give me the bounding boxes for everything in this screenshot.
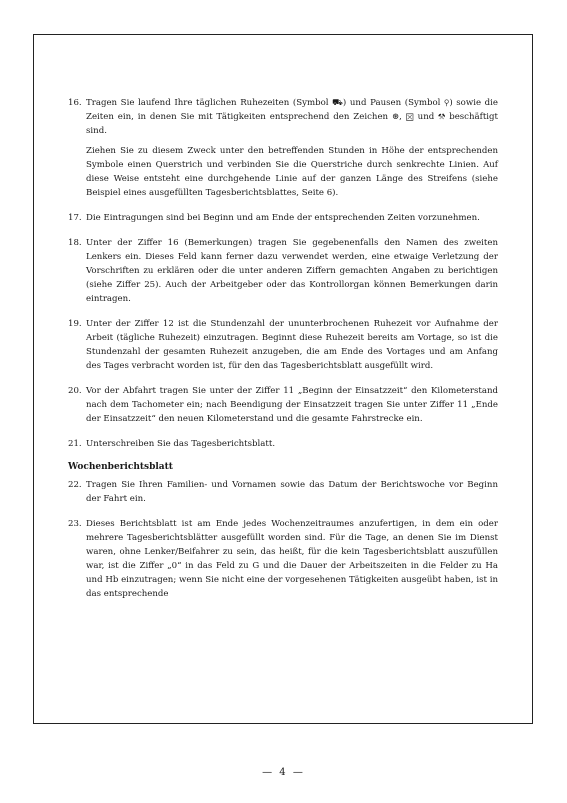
- list-item-23: [68, 517, 498, 601]
- item-text: Tragen Sie Ihren Familien- und Vornamen sowie das Datum der Berichtswoche vor Beginn der Fahrt ein.: [86, 480, 498, 504]
- item-text: Unterschreiben Sie das Tagesberichtsblatt.: [86, 439, 276, 449]
- item-number: 23.: [68, 519, 82, 529]
- item-number: 16.: [68, 98, 82, 108]
- item-text: Unter der Ziffer 12 ist die Stundenzahl der ununterbrochenen Ruhezeit vor Aufnahme der Arbeit (tägliche Ruhezeit) einzutragen. Beginnt diese Ruhezeit bereits am Vortage, so ist die Stundenzahl der gesamten Ruhezeit anzugeben, die am Ende des Vortages und am Anfang des Tages verbracht worden ist, für den das Tagesberichtsblatt ausgefüllt wird.: [86, 319, 498, 371]
- item-text: Vor der Abfahrt tragen Sie unter der Ziffer 11 „Beginn der Einsatzzeit“ den Kilometerstand nach dem Tachometer ein; nach Beendigung der Einsatzzeit tragen Sie unter Ziffer 11 „Ende der Einsatzzeit“ den neuen Kilometerstand und die gesamte Fahrstrecke ein.: [86, 386, 498, 424]
- item-number: 19.: [68, 319, 82, 329]
- item-number: 21.: [68, 439, 82, 449]
- document-body: [68, 96, 498, 612]
- item-text: Die Eintragungen sind bei Beginn und am Ende der entsprechenden Zeiten vorzunehmen.: [86, 213, 480, 223]
- page-number: — 4 —: [262, 767, 305, 778]
- list-item-17: [68, 211, 498, 225]
- item-text: Dieses Berichtsblatt ist am Ende jedes Wochenzeitraumes anzufertigen, in dem ein oder mehrere Tagesberichtsblätter ausgefüllt worden sind. Für die Tage, an denen Sie im Dienst waren, ohne Lenker/Beifahrer zu sein, das heißt, für die kein Tagesberichtsblatt auszufüllen war, ist die Ziffer „0“ in das Feld zu G und die Dauer der Arbeitszeiten in die Felder zu Ha und Hb einzutragen; wenn Sie nicht eine der vorgesehenen Tätigkeiten ausgeübt haben, ist in das entsprechende: [86, 519, 498, 599]
- item-number: 18.: [68, 238, 82, 248]
- list-item-16: [68, 96, 498, 200]
- item-number: 22.: [68, 480, 82, 490]
- list-item-22: [68, 478, 498, 506]
- item-number: 17.: [68, 213, 82, 223]
- item-text: Unter der Ziffer 16 (Bemerkungen) tragen Sie gegebenenfalls den Namen des zweiten Lenkers ein. Dieses Feld kann ferner dazu verwendet werden, eine etwaige Verletzung der Vorschriften zu erklären oder die unter anderen Ziffern gemachten Angaben zu berichtigen (siehe Ziffer 25). Auch der Arbeitgeber oder das Kontrollorgan können Bemerkungen darin eintragen.: [86, 238, 498, 304]
- item-number: 20.: [68, 386, 82, 396]
- list-item-19: [68, 317, 498, 373]
- list-item-20: [68, 384, 498, 426]
- list-item-21: [68, 437, 498, 451]
- section-heading: Wochenberichtsblatt: [68, 462, 173, 472]
- item-text: Ziehen Sie zu diesem Zweck unter den betreffenden Stunden in Höhe der entsprechenden Symbole einen Querstrich und verbinden Sie die Querstriche durch senkrechte Linien. Auf diese Weise entsteht eine durchgehende Linie auf der ganzen Länge des Streifens (siehe Beispiel eines ausgefüllten Tagesberichtsblattes, Seite 6).: [86, 146, 498, 198]
- item-text: Tragen Sie laufend Ihre täglichen Ruhezeiten (Symbol ⛟) und Pausen (Symbol ⚲) sowie die Zeiten ein, in denen Sie mit Tätigkeiten entsprechend den Zeichen ⊛, ☒ und ⚒ beschäftigt sind.: [86, 98, 498, 136]
- list-item-18: [68, 236, 498, 306]
